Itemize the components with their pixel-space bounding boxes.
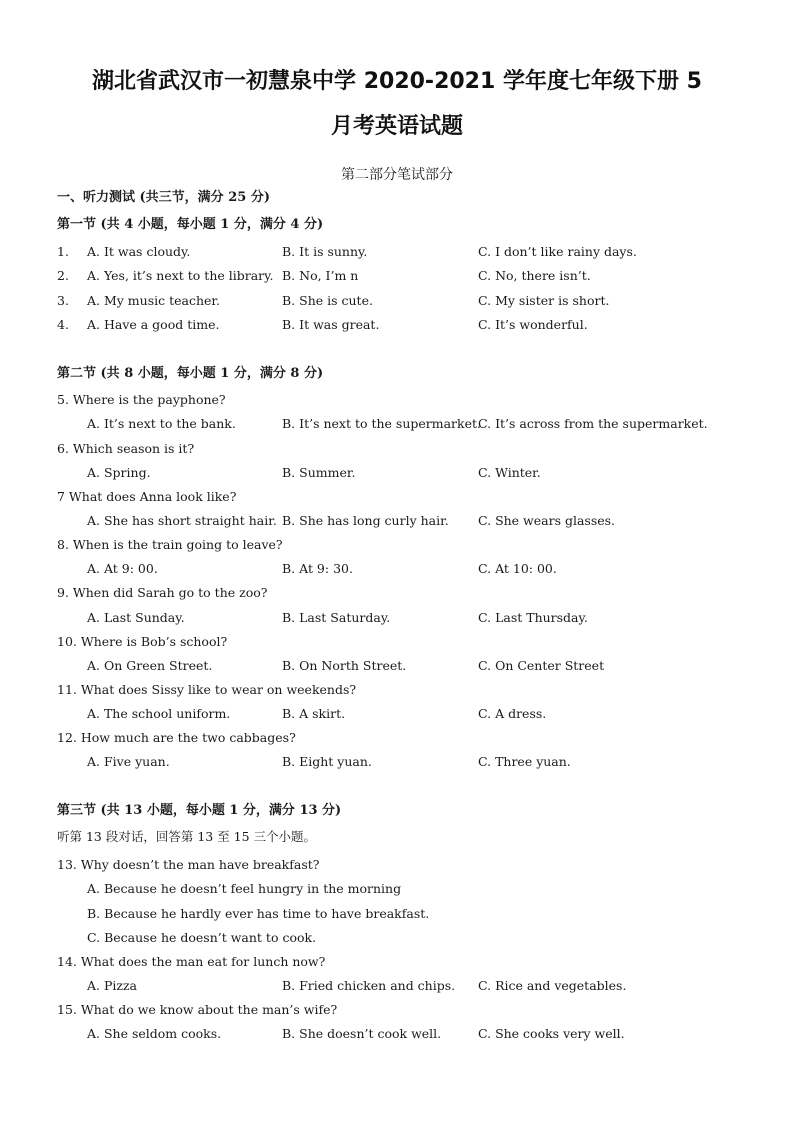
option-a: A. Spring.: [87, 465, 151, 480]
exam-title-line2: 月考英语试题: [330, 114, 463, 139]
question-text: 6. Which season is it?: [57, 441, 195, 456]
option-b: B. She is cute.: [282, 293, 373, 308]
option-c: C. It’s across from the supermarket.: [478, 416, 708, 431]
question-text: 9. When did Sarah go to the zoo?: [57, 585, 268, 600]
part1-heading: 一、听力测试 (共三节，满分 25 分): [57, 190, 270, 205]
option-a: A. The school uniform.: [87, 706, 231, 721]
option-a: A. Have a good time.: [87, 317, 220, 332]
option-a: A. Because he doesn’t feel hungry in the morning: [87, 881, 402, 896]
section2-heading: 第二节 (共 8 小题，每小题 1 分，满分 8 分): [57, 366, 324, 381]
option-c: C. Three yuan.: [478, 754, 571, 769]
option-c: C. She cooks very well.: [478, 1026, 625, 1041]
option-c: C. On Center Street: [478, 658, 605, 673]
option-a: A. Yes, it’s next to the library.: [87, 268, 274, 283]
option-a: A. On Green Street.: [87, 658, 213, 673]
option-c: C. Because he doesn’t want to cook.: [87, 930, 317, 945]
option-a: A. It was cloudy.: [87, 244, 191, 259]
question-text: 13. Why doesn’t the man have breakfast?: [57, 857, 320, 872]
option-b: B. A skirt.: [282, 706, 346, 721]
option-a: A. Five yuan.: [87, 754, 170, 769]
option-c: C. It’s wonderful.: [478, 317, 588, 332]
question-text: 8. When is the train going to leave?: [57, 537, 283, 552]
option-b: B. No, I’m n: [282, 268, 359, 283]
option-a: A. My music teacher.: [87, 293, 220, 308]
option-b: B. Because he hardly ever has time to have breakfast.: [87, 906, 430, 921]
exam-subtitle: 第二部分笔试部分: [341, 167, 453, 183]
option-b: B. It was great.: [282, 317, 380, 332]
question-text: 14. What does the man eat for lunch now?: [57, 954, 326, 969]
option-a: A. Last Sunday.: [87, 610, 185, 625]
option-a: A. It’s next to the bank.: [87, 416, 236, 431]
section3-heading: 第三节 (共 13 小题，每小题 1 分，满分 13 分): [57, 803, 342, 818]
option-c: C. My sister is short.: [478, 293, 610, 308]
option-c: C. Winter.: [478, 465, 541, 480]
question-text: 10. Where is Bob’s school?: [57, 634, 228, 649]
option-b: B. Fried chicken and chips.: [282, 978, 456, 993]
option-b: B. She has long curly hair.: [282, 513, 449, 528]
option-c: C. I don’t like rainy days.: [478, 244, 637, 259]
section1-heading: 第一节 (共 4 小题，每小题 1 分，满分 4 分): [57, 217, 324, 232]
question-number: 3.: [57, 293, 69, 308]
question-text: 12. How much are the two cabbages?: [57, 730, 296, 745]
option-b: B. It is sunny.: [282, 244, 368, 259]
option-b: B. It’s next to the supermarket.: [282, 416, 482, 431]
option-c: C. No, there isn’t.: [478, 268, 591, 283]
exam-title-line1: 湖北省武汉市一初慧泉中学 2020-2021 学年度七年级下册 5: [92, 69, 702, 94]
option-c: C. A dress.: [478, 706, 547, 721]
option-a: A. At 9: 00.: [87, 561, 158, 576]
question-number: 1.: [57, 244, 69, 259]
question-number: 4.: [57, 317, 69, 332]
option-a: A. She seldom cooks.: [87, 1026, 222, 1041]
option-c: C. At 10: 00.: [478, 561, 557, 576]
option-c: C. Rice and vegetables.: [478, 978, 627, 993]
option-b: B. Last Saturday.: [282, 610, 391, 625]
option-b: B. She doesn’t cook well.: [282, 1026, 442, 1041]
question-text: 11. What does Sissy like to wear on weekends?: [57, 682, 357, 697]
question-text: 15. What do we know about the man’s wife?: [57, 1002, 338, 1017]
option-b: B. Summer.: [282, 465, 356, 480]
option-b: B. On North Street.: [282, 658, 407, 673]
option-a: A. She has short straight hair.: [87, 513, 277, 528]
question-text: 5. Where is the payphone?: [57, 392, 226, 407]
question-number: 2.: [57, 268, 69, 283]
option-c: C. Last Thursday.: [478, 610, 588, 625]
option-b: B. Eight yuan.: [282, 754, 372, 769]
question-text: 7 What does Anna look like?: [57, 489, 237, 504]
option-c: C. She wears glasses.: [478, 513, 616, 528]
option-b: B. At 9: 30.: [282, 561, 353, 576]
section3-instruction: 听第 13 段对话，回答第 13 至 15 三个小题。: [57, 829, 317, 844]
option-a: A. Pizza: [87, 978, 138, 993]
